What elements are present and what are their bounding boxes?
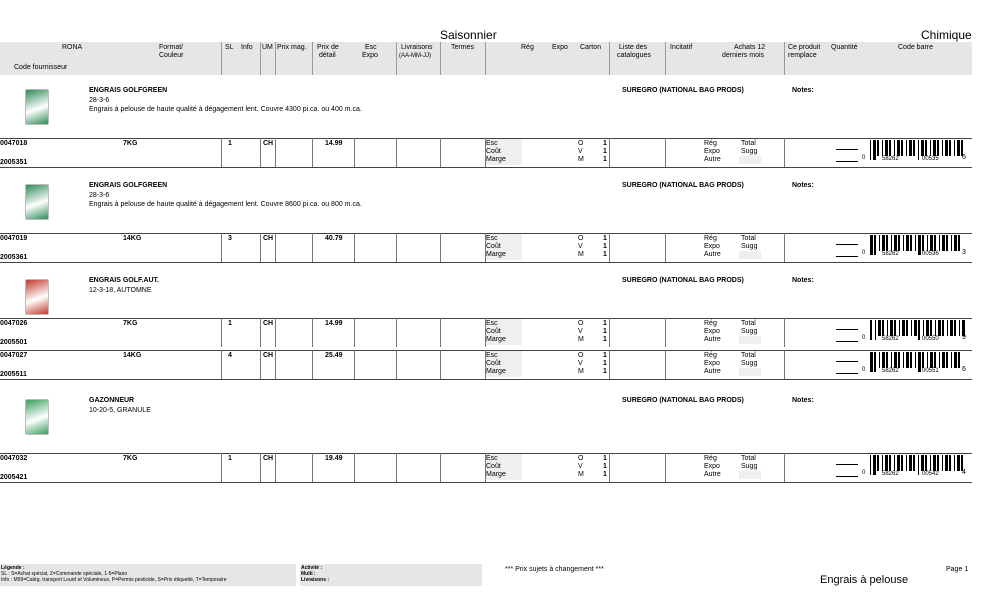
carton-m-value: 1 — [603, 156, 607, 163]
achats-autre-label: Autre — [704, 471, 721, 478]
carton-m-label: M — [578, 368, 584, 375]
marge-label: Marge — [486, 471, 506, 478]
cell-divider — [260, 318, 261, 347]
barcode-digits-2: 00542 — [922, 471, 939, 477]
carton-m-label: M — [578, 336, 584, 343]
esc-label: Esc — [486, 140, 498, 147]
item-sl: 3 — [228, 235, 232, 242]
achats-sugg-label: Sugg — [741, 328, 758, 335]
header-prix-mag: Prix mag. — [277, 44, 307, 51]
barcode-digits-1: 58262 — [882, 251, 899, 257]
cell-divider — [221, 233, 222, 262]
cell-divider — [440, 318, 441, 347]
cell-divider — [665, 318, 666, 347]
carton-o-value: 1 — [603, 352, 607, 359]
cell-divider — [221, 453, 222, 482]
cell-divider — [440, 453, 441, 482]
achats-total-label: Total — [741, 320, 756, 327]
carton-m-value: 1 — [603, 368, 607, 375]
quantity-input-line — [836, 341, 858, 342]
supplier-code: 2005421 — [0, 474, 28, 481]
cell-divider — [312, 453, 313, 482]
cell-divider — [396, 233, 397, 262]
cell-divider — [396, 138, 397, 167]
cell-divider — [354, 453, 355, 482]
header-supplier-code: Code fournisseur — [14, 64, 68, 71]
item-sl: 1 — [228, 320, 232, 327]
item-price: 19.49 — [325, 455, 343, 462]
legend-sl: SL : S=Achat spécial, Z=Commande spéciale, 1-5=Plano — [1, 571, 128, 577]
barcode-digits-1: 58262 — [882, 471, 899, 477]
carton-m-label: M — [578, 471, 584, 478]
item-sl: 1 — [228, 455, 232, 462]
cell-divider — [275, 138, 276, 167]
category-title: Chimique — [921, 28, 972, 42]
carton-o-label: O — [578, 320, 584, 327]
notes-label: Notes: — [792, 182, 814, 189]
header-rona: RONA — [62, 44, 83, 51]
barcode-digits-2: 00536 — [922, 251, 939, 257]
barcode-digit-right: 6 — [962, 366, 966, 373]
barcode-digits-2: 00551 — [922, 368, 939, 374]
cell-divider — [609, 453, 610, 482]
header-achats-2: derniers mois — [722, 52, 765, 59]
barcode-digits-1: 58262 — [882, 156, 899, 162]
header-reg: Rég — [521, 44, 534, 51]
header-remplace-1: Ce produit — [788, 44, 821, 51]
legend-info: Info : M99=Catég. transport Lourd et Volumineux, P=Permis pesticide, S=Prix étiquetté, T=Temporaire — [1, 577, 227, 583]
achats-reg-label: Rég — [704, 140, 717, 147]
cout-label: Coût — [486, 463, 501, 470]
product-formula: 10-20-5, GRANULE — [89, 407, 151, 414]
cell-divider — [609, 318, 610, 347]
header-quantite: Quantité — [831, 44, 858, 51]
header-liste-2: catalogues — [617, 52, 651, 59]
header-remplace-2: remplace — [788, 52, 817, 59]
cell-divider — [221, 138, 222, 167]
quantity-input[interactable] — [836, 464, 858, 465]
header-info: Info — [241, 44, 253, 51]
cell-divider — [354, 318, 355, 347]
carton-o-label: O — [578, 140, 584, 147]
item-um: CH — [263, 455, 274, 462]
item-um: CH — [263, 352, 274, 359]
column-header-band — [0, 42, 972, 75]
product-formula: 12-3-18, AUTOMNE — [89, 287, 152, 294]
barcode-digit-left: 0 — [862, 250, 866, 256]
header-format: Format/ — [159, 44, 184, 51]
carton-o-label: O — [578, 352, 584, 359]
product-formula: 28-3-6 — [89, 97, 110, 104]
supplier-code: 2005361 — [0, 254, 28, 261]
carton-v-value: 1 — [603, 328, 607, 335]
carton-v-value: 1 — [603, 148, 607, 155]
esc-label: Esc — [486, 235, 498, 242]
product-name: ENGRAIS GOLFGREEN — [89, 87, 168, 94]
achats-reg-label: Rég — [704, 235, 717, 242]
achats-expo-label: Expo — [704, 328, 720, 335]
barcode-graphic — [862, 320, 972, 342]
quantity-input-line — [836, 161, 858, 162]
cell-divider — [784, 138, 785, 167]
header-achats-1: Achats 12 — [734, 44, 766, 51]
cout-label: Coût — [486, 148, 501, 155]
header-liste-1: Liste des — [619, 44, 648, 51]
marge-label: Marge — [486, 336, 506, 343]
cout-label: Coût — [486, 243, 501, 250]
barcode-digit-left: 0 — [862, 335, 866, 341]
achats-total-label: Total — [741, 352, 756, 359]
cell-divider — [312, 233, 313, 262]
cell-divider — [396, 350, 397, 379]
cell-divider — [784, 233, 785, 262]
achats-band — [739, 336, 761, 344]
product-name: ENGRAIS GOLF.AUT. — [89, 277, 160, 284]
product-name: GAZONNEUR — [89, 397, 135, 404]
barcode-digit-left: 0 — [862, 367, 866, 373]
supplier-name: SUREGRO (NATIONAL BAG PRODS) — [622, 87, 744, 94]
product-image — [25, 89, 49, 125]
marge-label: Marge — [486, 156, 506, 163]
carton-m-value: 1 — [603, 251, 607, 258]
cell-divider — [609, 350, 610, 379]
supplier-name: SUREGRO (NATIONAL BAG PRODS) — [622, 397, 744, 404]
achats-band — [739, 471, 761, 479]
cell-divider — [260, 350, 261, 379]
achats-autre-label: Autre — [704, 156, 721, 163]
supplier-code: 2005351 — [0, 159, 28, 166]
cell-divider — [354, 138, 355, 167]
footer-category: Engrais à pelouse — [820, 574, 909, 586]
achats-expo-label: Expo — [704, 243, 720, 250]
header-color: Couleur — [159, 52, 184, 59]
barcode-digit-left: 0 — [862, 470, 866, 476]
cell-divider — [440, 138, 441, 167]
supplier-code: 2005501 — [0, 339, 28, 346]
cell-divider — [665, 453, 666, 482]
supplier-name: SUREGRO (NATIONAL BAG PRODS) — [622, 182, 744, 189]
carton-v-label: V — [578, 463, 583, 470]
carton-m-label: M — [578, 156, 584, 163]
supplier-code: 2005511 — [0, 371, 27, 378]
achats-sugg-label: Sugg — [741, 243, 758, 250]
rona-code: 0047018 — [0, 140, 28, 147]
item-price: 25.49 — [325, 352, 343, 359]
barcode-digits-1: 58262 — [882, 336, 899, 342]
item-price: 40.79 — [325, 235, 343, 242]
cell-divider — [665, 350, 666, 379]
item-sl: 4 — [228, 352, 232, 359]
quantity-input-line — [836, 256, 858, 257]
achats-autre-label: Autre — [704, 251, 721, 258]
item-format: 14KG — [123, 352, 142, 359]
block-divider — [0, 482, 972, 483]
achats-band — [739, 368, 761, 376]
notes-label: Notes: — [792, 277, 814, 284]
carton-v-value: 1 — [603, 243, 607, 250]
carton-v-value: 1 — [603, 463, 607, 470]
achats-reg-label: Rég — [704, 455, 717, 462]
quantity-input[interactable] — [836, 329, 858, 330]
carton-o-label: O — [578, 455, 584, 462]
block-divider — [0, 262, 972, 263]
barcode-graphic — [862, 352, 972, 374]
cell-divider — [396, 318, 397, 347]
barcode-digits-2: 00550 — [922, 336, 939, 342]
esc-label: Esc — [486, 320, 498, 327]
quantity-input[interactable] — [836, 361, 858, 362]
quantity-input-line — [836, 476, 858, 477]
barcode-digit-right: 4 — [962, 469, 966, 476]
barcode-digit-right: 6 — [962, 154, 966, 161]
achats-total-label: Total — [741, 455, 756, 462]
carton-v-label: V — [578, 328, 583, 335]
esc-label: Esc — [486, 455, 498, 462]
achats-expo-label: Expo — [704, 148, 720, 155]
cout-label: Coût — [486, 328, 501, 335]
cell-divider — [221, 350, 222, 379]
achats-autre-label: Autre — [704, 368, 721, 375]
carton-o-value: 1 — [603, 140, 607, 147]
quantity-input[interactable] — [836, 244, 858, 245]
achats-sugg-label: Sugg — [741, 360, 758, 367]
barcode-graphic — [862, 140, 972, 162]
season-title: Saisonnier — [440, 28, 497, 42]
carton-o-value: 1 — [603, 235, 607, 242]
product-formula: 28-3-6 — [89, 192, 110, 199]
barcode-graphic — [862, 235, 972, 257]
achats-reg-label: Rég — [704, 352, 717, 359]
item-format: 7KG — [123, 140, 138, 147]
block-divider — [0, 167, 972, 168]
carton-m-value: 1 — [603, 471, 607, 478]
item-format: 7KG — [123, 455, 138, 462]
product-description: Engrais à pelouse de haute qualité à dégagement lent. Couvre 4300 pi.ca. ou 400 m.ca. — [89, 106, 362, 113]
carton-o-value: 1 — [603, 455, 607, 462]
header-um: UM — [262, 44, 273, 51]
esc-label: Esc — [486, 352, 498, 359]
header-expo: Expo — [552, 44, 568, 51]
achats-band — [739, 251, 761, 259]
cell-divider — [260, 138, 261, 167]
legend-activite: Activité : — [301, 565, 323, 571]
cell-divider — [396, 453, 397, 482]
header-livraisons-1: Livraisons — [401, 44, 433, 51]
product-description: Engrais à pelouse de haute qualité à dégagement lent. Couvre 8600 pi.ca. ou 800 m.ca. — [89, 201, 362, 208]
header-prix-detail-2: détail — [319, 52, 336, 59]
cell-divider — [275, 233, 276, 262]
cell-divider — [784, 350, 785, 379]
product-image — [25, 184, 49, 220]
item-format: 14KG — [123, 235, 142, 242]
carton-v-label: V — [578, 148, 583, 155]
header-termes: Termes — [451, 44, 474, 51]
achats-expo-label: Expo — [704, 463, 720, 470]
cell-divider — [784, 453, 785, 482]
achats-autre-label: Autre — [704, 336, 721, 343]
item-price: 14.99 — [325, 140, 343, 147]
cell-divider — [609, 138, 610, 167]
rona-code: 0047032 — [0, 455, 28, 462]
cell-divider — [275, 453, 276, 482]
legend-livraisons: Livraisons : — [301, 577, 330, 583]
carton-o-label: O — [578, 235, 584, 242]
achats-expo-label: Expo — [704, 360, 720, 367]
cell-divider — [312, 318, 313, 347]
cell-divider — [784, 318, 785, 347]
rona-code: 0047026 — [0, 320, 28, 327]
legend-multi: Multi : — [301, 571, 316, 577]
item-price: 14.99 — [325, 320, 343, 327]
quantity-input[interactable] — [836, 149, 858, 150]
cell-divider — [354, 233, 355, 262]
header-code-barre: Code barre — [898, 44, 934, 51]
carton-v-label: V — [578, 360, 583, 367]
header-livraisons-2: (AA-MM-JJ) — [399, 53, 431, 59]
cell-divider — [665, 233, 666, 262]
achats-sugg-label: Sugg — [741, 463, 758, 470]
cell-divider — [440, 350, 441, 379]
carton-m-value: 1 — [603, 336, 607, 343]
item-um: CH — [263, 140, 274, 147]
rona-code: 0047019 — [0, 235, 28, 242]
block-divider — [0, 379, 972, 380]
cell-divider — [312, 350, 313, 379]
header-esc-1: Esc — [365, 44, 377, 51]
cout-label: Coût — [486, 360, 501, 367]
cell-divider — [260, 453, 261, 482]
notes-label: Notes: — [792, 397, 814, 404]
item-um: CH — [263, 235, 274, 242]
product-image — [25, 399, 49, 435]
header-incitatif: Incitatif — [670, 44, 693, 51]
supplier-name: SUREGRO (NATIONAL BAG PRODS) — [622, 277, 744, 284]
item-sl: 1 — [228, 140, 232, 147]
cell-divider — [440, 233, 441, 262]
cell-divider — [354, 350, 355, 379]
item-um: CH — [263, 320, 274, 327]
cell-divider — [221, 318, 222, 347]
barcode-digit-right: 9 — [962, 334, 966, 341]
page-number: Page 1 — [946, 566, 969, 573]
achats-total-label: Total — [741, 235, 756, 242]
achats-reg-label: Rég — [704, 320, 717, 327]
header-prix-detail-1: Prix de — [317, 44, 339, 51]
product-image — [25, 279, 49, 315]
barcode-graphic — [862, 455, 972, 477]
carton-v-value: 1 — [603, 360, 607, 367]
carton-o-value: 1 — [603, 320, 607, 327]
cell-divider — [609, 233, 610, 262]
achats-sugg-label: Sugg — [741, 148, 758, 155]
barcode-digits-1: 58262 — [882, 368, 899, 374]
cell-divider — [275, 350, 276, 379]
cell-divider — [665, 138, 666, 167]
item-format: 7KG — [123, 320, 138, 327]
carton-v-label: V — [578, 243, 583, 250]
barcode-digit-left: 0 — [862, 155, 866, 161]
header-sl: SL — [225, 44, 234, 51]
price-notice: *** Prix sujets à changement *** — [505, 566, 604, 573]
carton-m-label: M — [578, 251, 584, 258]
barcode-digits-2: 00535 — [922, 156, 939, 162]
quantity-input-line — [836, 373, 858, 374]
cell-divider — [312, 138, 313, 167]
notes-label: Notes: — [792, 87, 814, 94]
rona-code: 0047027 — [0, 352, 28, 359]
legend-title: Légende : — [1, 565, 25, 571]
barcode-digit-right: 3 — [962, 249, 966, 256]
marge-label: Marge — [486, 251, 506, 258]
header-carton: Carton — [580, 44, 602, 51]
cell-divider — [275, 318, 276, 347]
cell-divider — [260, 233, 261, 262]
achats-total-label: Total — [741, 140, 756, 147]
achats-band — [739, 156, 761, 164]
marge-label: Marge — [486, 368, 506, 375]
header-esc-2: Expo — [362, 52, 378, 59]
product-name: ENGRAIS GOLFGREEN — [89, 182, 168, 189]
